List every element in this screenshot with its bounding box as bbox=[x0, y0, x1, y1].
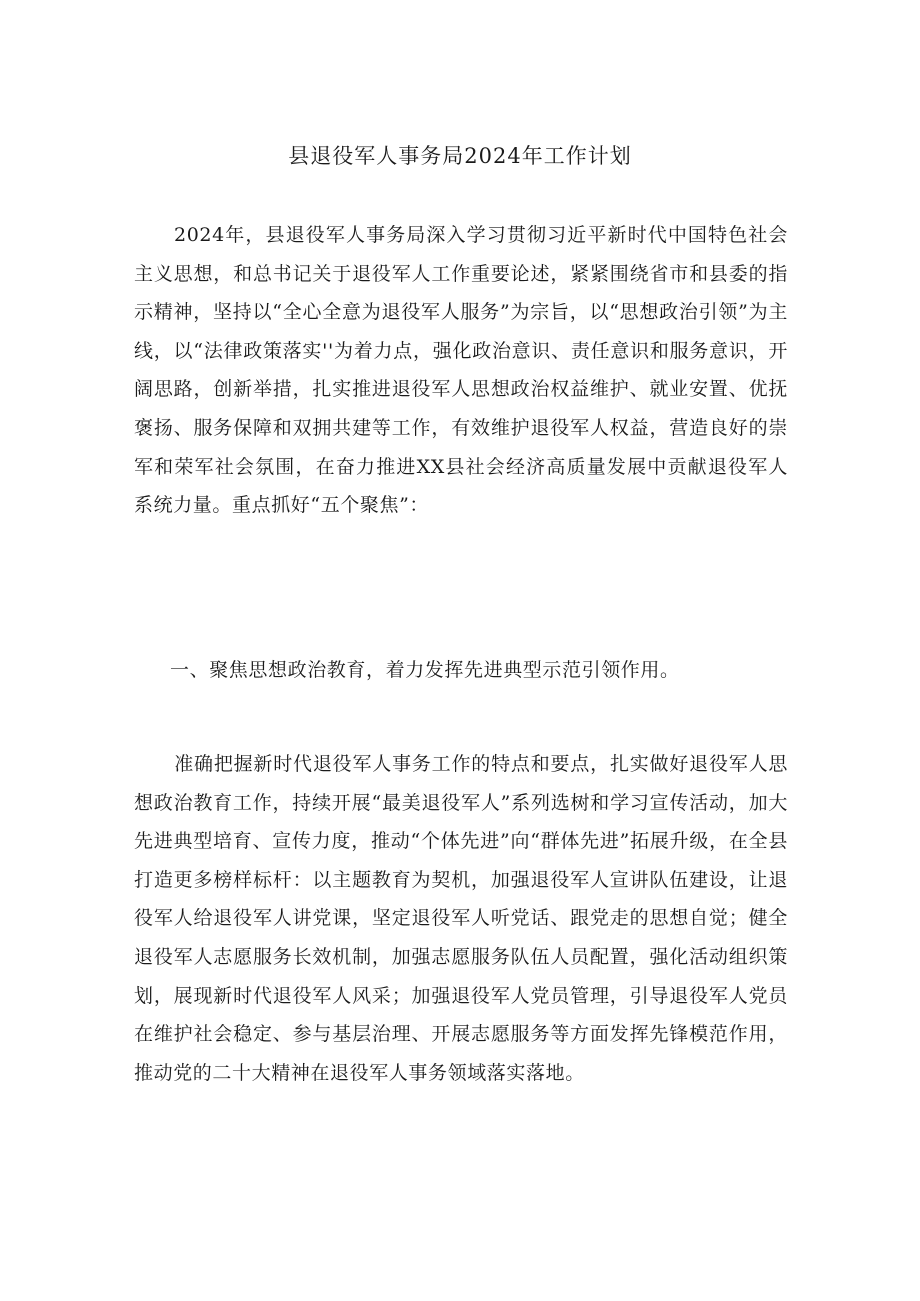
intro-paragraph-text: 2024年，县退役军人事务局深入学习贯彻习近平新时代中国特色社会主义思想，和总书记关于退役军人工作重要论述，紧紧围绕省市和县委的指示精神，坚持以“全心全意为退役军人服务”为宗旨，以“思想政治引领”为主线，以“法律政策落实''为着力点，强化政治意识、责任意识和服务意识，开阔思路，创新举措，扎实推进退役军人思想政治权益维护、就业安置、优抚褒扬、服务保障和双拥共建等工作，有效维护退役军人权益，营造良好的崇军和荣军社会氛围，在奋力推进XX县社会经济高质量发展中贡献退役军人系统力量。重点抓好“五个聚焦”： bbox=[134, 224, 788, 517]
section-heading-1: 一、聚焦思想政治教育，着力发挥先进典型示范引领作用。 bbox=[170, 659, 680, 681]
section-1-paragraph bbox=[134, 745, 788, 1092]
intro-paragraph bbox=[134, 216, 788, 525]
section-1-paragraph-text: 准确把握新时代退役军人事务工作的特点和要点，扎实做好退役军人思想政治教育工作，持续开展“最美退役军人”系列选树和学习宣传活动，加大先进典型培育、宣传力度，推动“个体先进”向“群体先进”拓展升级，在全县打造更多榜样标杆：以主题教育为契机，加强退役军人宣讲队伍建设，让退役军人给退役军人讲党课，坚定退役军人听党话、跟党走的思想自觉；健全退役军人志愿服务长效机制，加强志愿服务队伍人员配置，强化活动组织策划，展现新时代退役军人风采；加强退役军人党员管理，引导退役军人党员在维护社会稳定、参与基层治理、开展志愿服务等方面发挥先锋模范作用，推动党的二十大精神在退役军人事务领域落实落地。 bbox=[134, 753, 788, 1084]
document-title: 县退役军人事务局2024年工作计划 bbox=[288, 144, 632, 168]
